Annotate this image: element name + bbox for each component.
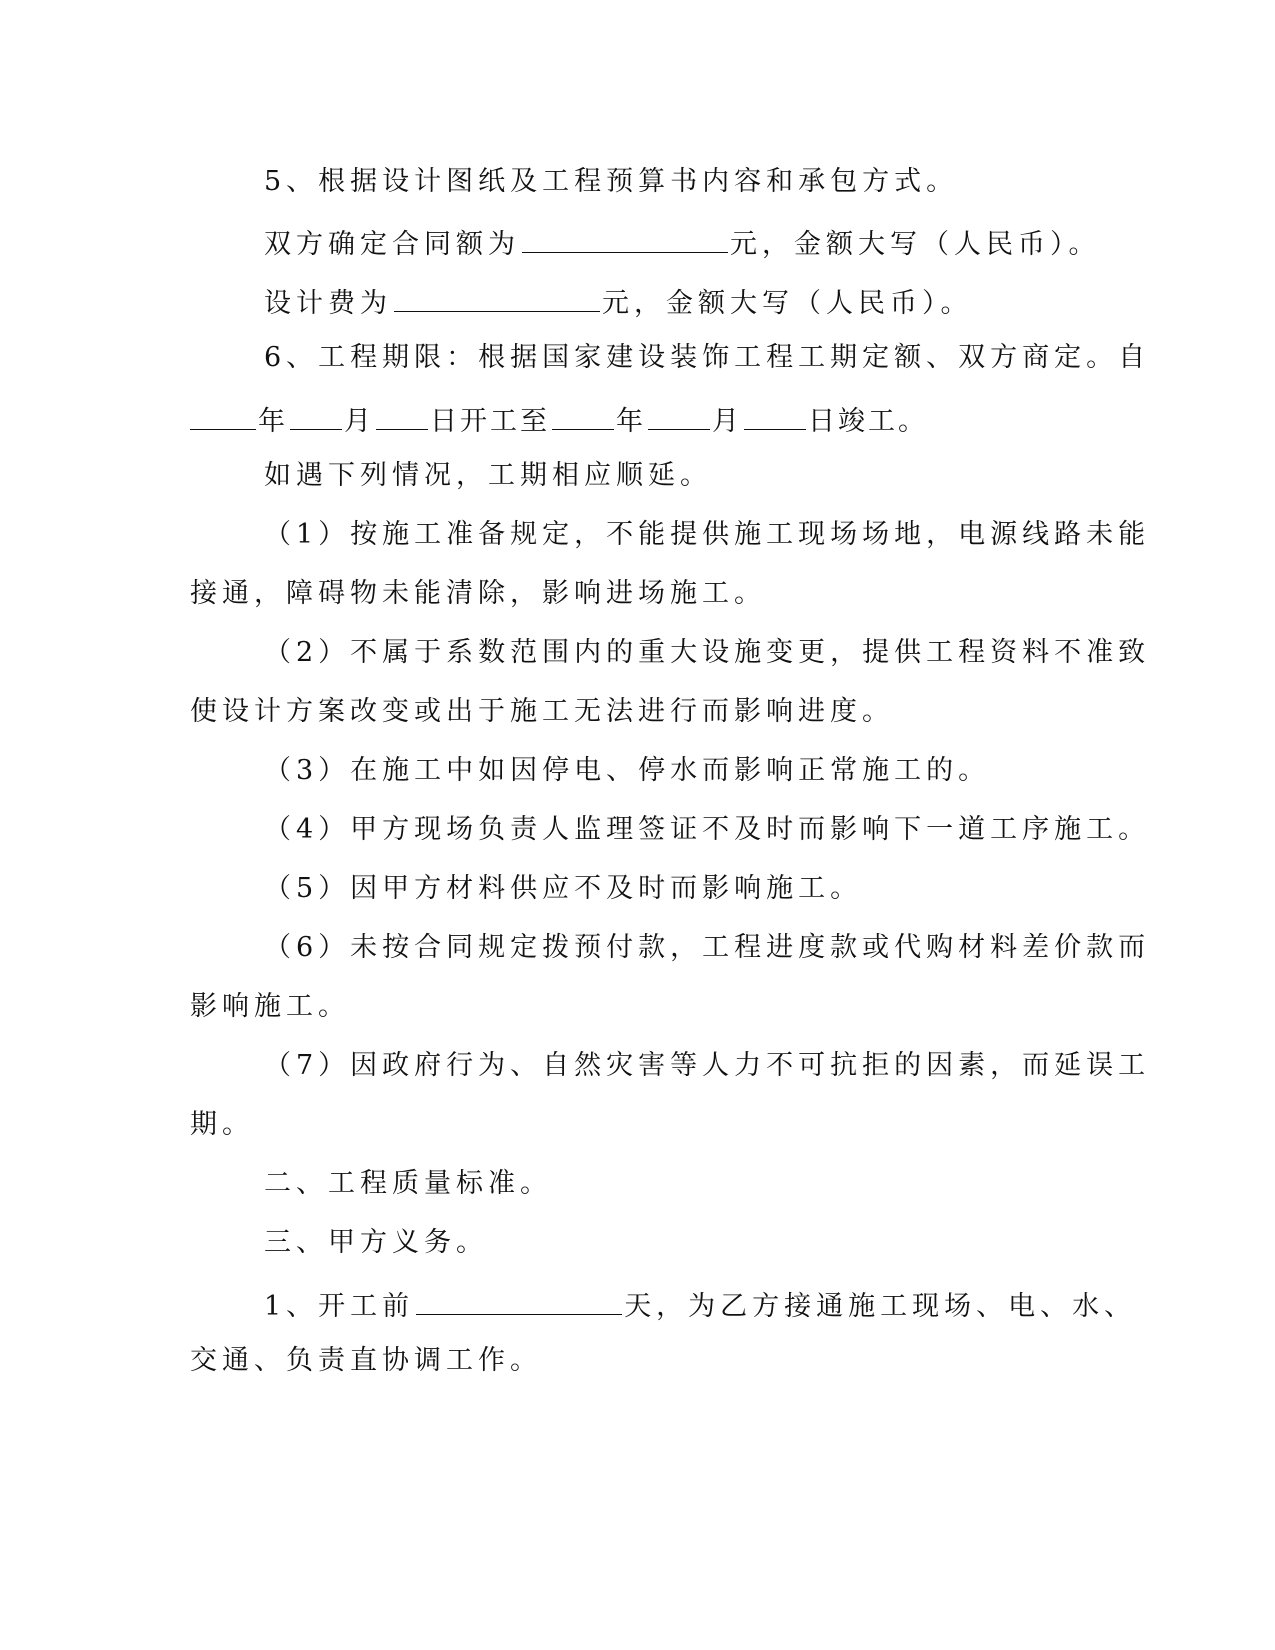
clause-6-line: [264, 340, 1151, 376]
duty-1-cont: 交通、负责直协调工作。: [190, 1345, 542, 1376]
clause-5-text: 5、根据设计图纸及工程预算书内容和承包方式。: [264, 166, 959, 197]
clause-5-line: [264, 164, 1065, 200]
delay-item-2-text: （2）不属于系数范围内的重大设施变更，提供工程资料不准致: [264, 637, 1151, 668]
contract-amount-label: 双方确定合同额为: [264, 229, 520, 260]
start-day-blank[interactable]: [376, 399, 428, 430]
delay-item-3-text: （3）在施工中如因停电、停水而影响正常施工的。: [264, 755, 991, 786]
end-month-label: 月: [712, 406, 742, 437]
section-2-text: 二、工程质量标准。: [264, 1168, 552, 1199]
delay-item-1-line1: [264, 517, 1151, 553]
design-fee-suffix: 元，金额大写（人民币）。: [602, 288, 973, 319]
start-month-label: 月: [344, 406, 374, 437]
contract-amount-suffix: 元，金额大写（人民币）。: [730, 229, 1101, 260]
start-year-blank[interactable]: [190, 399, 256, 430]
duty-1-suffix: 天，为乙方接通施工现场、电、水、: [624, 1291, 1137, 1322]
delay-item-7-line1: [264, 1048, 1151, 1084]
start-month-blank[interactable]: [290, 399, 342, 430]
design-fee-blank[interactable]: [394, 281, 600, 312]
end-month-blank[interactable]: [648, 399, 710, 430]
design-fee-line: [264, 281, 1065, 322]
delay-item-2-line2: [190, 694, 1065, 730]
delay-item-2-line1: [264, 635, 1151, 671]
delay-item-1-cont: 接通，障碍物未能清除，影响进场施工。: [190, 578, 766, 609]
party-a-duty-1-line2: [190, 1343, 1065, 1379]
days-before-start-blank[interactable]: [416, 1284, 622, 1315]
delay-item-5-text: （5）因甲方材料供应不及时而影响施工。: [264, 873, 863, 904]
end-year-label: 年: [616, 406, 646, 437]
start-day-label: 日开工至: [430, 406, 550, 437]
delay-item-7-text: （7）因政府行为、自然灾害等人力不可抗拒的因素，而延误工: [264, 1050, 1151, 1081]
party-a-duty-1-line1: [264, 1284, 1137, 1325]
delay-item-3-line: [264, 753, 1065, 789]
section-2-heading: [264, 1166, 1065, 1202]
end-year-blank[interactable]: [552, 399, 614, 430]
delay-intro-text: 如遇下列情况，工期相应顺延。: [264, 460, 712, 491]
contract-amount-line: [264, 222, 1101, 263]
end-day-blank[interactable]: [744, 399, 806, 430]
start-year-label: 年: [258, 406, 288, 437]
design-fee-label: 设计费为: [264, 288, 392, 319]
delay-item-6-line1: [264, 930, 1151, 966]
section-3-text: 三、甲方义务。: [264, 1227, 488, 1258]
schedule-dates-line: [190, 399, 1065, 440]
delay-item-4-line: [264, 812, 1151, 848]
section-3-heading: [264, 1225, 1065, 1261]
delay-item-7-cont: 期。: [190, 1109, 254, 1140]
end-day-label: 日竣工。: [808, 406, 928, 437]
delay-item-1-line2: [190, 576, 1065, 612]
duty-1-label: 1、开工前: [264, 1291, 415, 1322]
delay-item-6-line2: [190, 989, 1065, 1025]
delay-item-2-cont: 使设计方案改变或出于施工无法进行而影响进度。: [190, 696, 894, 727]
delay-item-4-text: （4）甲方现场负责人监理签证不及时而影响下一道工序施工。: [264, 814, 1151, 845]
delay-item-6-text: （6）未按合同规定拨预付款，工程进度款或代购材料差价款而: [264, 932, 1151, 963]
delay-item-6-cont: 影响施工。: [190, 991, 350, 1022]
contract-amount-blank[interactable]: [522, 222, 728, 253]
delay-intro-line: [264, 458, 1065, 494]
delay-item-1-text: （1）按施工准备规定，不能提供施工现场场地，电源线路未能: [264, 519, 1151, 550]
clause-6-text: 6、工程期限：根据国家建设装饰工程工期定额、双方商定。自: [264, 342, 1151, 373]
delay-item-7-line2: [190, 1107, 1065, 1143]
delay-item-5-line: [264, 871, 1065, 907]
